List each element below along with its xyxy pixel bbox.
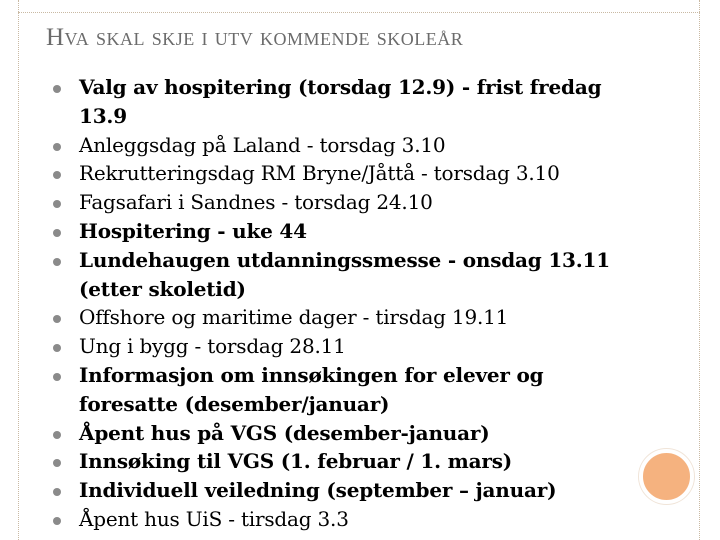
bullet-icon [53,373,61,381]
bullet-icon [53,171,61,179]
bullet-icon [53,143,61,151]
list-item [44,73,644,131]
bullet-icon [53,517,61,525]
list-item-text: Åpent hus på VGS (desember-januar) [79,420,490,445]
bullet-icon [53,431,61,439]
list-item [44,332,644,361]
list-item [44,159,644,188]
list-item-text: Offshore og maritime dager - tirsdag 19.11 [79,305,509,330]
list-item-text: Lundehaugen utdanningssmesse - onsdag 13.11 (etter skoletid) [79,247,610,301]
bullet-icon [53,488,61,496]
list-item-text: Fagsafari i Sandnes - torsdag 24.10 [79,190,433,215]
list-item [44,217,644,246]
frame-right-line [699,0,700,540]
bullet-icon [53,344,61,352]
list-item [44,131,644,160]
list-item [44,303,644,332]
list-item-text: Åpent hus UiS - tirsdag 3.3 [79,506,349,531]
list-item [44,505,644,534]
list-item-text: Ung i bygg - torsdag 28.11 [79,334,346,359]
bullet-list [44,73,644,534]
list-item-text: Hospitering - uke 44 [79,218,307,243]
bullet-icon [53,315,61,323]
bullet-icon [53,229,61,237]
list-item-text: Anleggsdag på Laland - torsdag 3.10 [79,132,446,157]
bullet-icon [53,200,61,208]
list-item-text: Valg av hospitering (torsdag 12.9) - frist fredag 13.9 [79,75,602,128]
list-item [44,188,644,217]
list-item-text: Individuell veiledning (september – januar) [79,478,557,503]
list-item [44,447,644,476]
list-item-text: Rekrutteringsdag RM Bryne/Jåttå - torsdag 3.10 [79,161,560,186]
frame-left-line [18,0,19,540]
list-item-text: Informasjon om innsøkingen for elever og foresatte (desember/januar) [79,362,544,416]
bullet-icon [53,459,61,467]
list-item [44,476,644,505]
list-item [44,246,644,304]
frame-top-line [18,12,700,13]
bullet-icon [53,258,61,266]
slide-title: Hva skal skje i utv kommende skoleår [46,24,464,51]
list-item [44,361,644,419]
bullet-icon [53,85,61,93]
list-item [44,419,644,448]
list-item-text: Innsøking til VGS (1. februar / 1. mars) [79,449,513,474]
accent-circle [639,449,694,504]
